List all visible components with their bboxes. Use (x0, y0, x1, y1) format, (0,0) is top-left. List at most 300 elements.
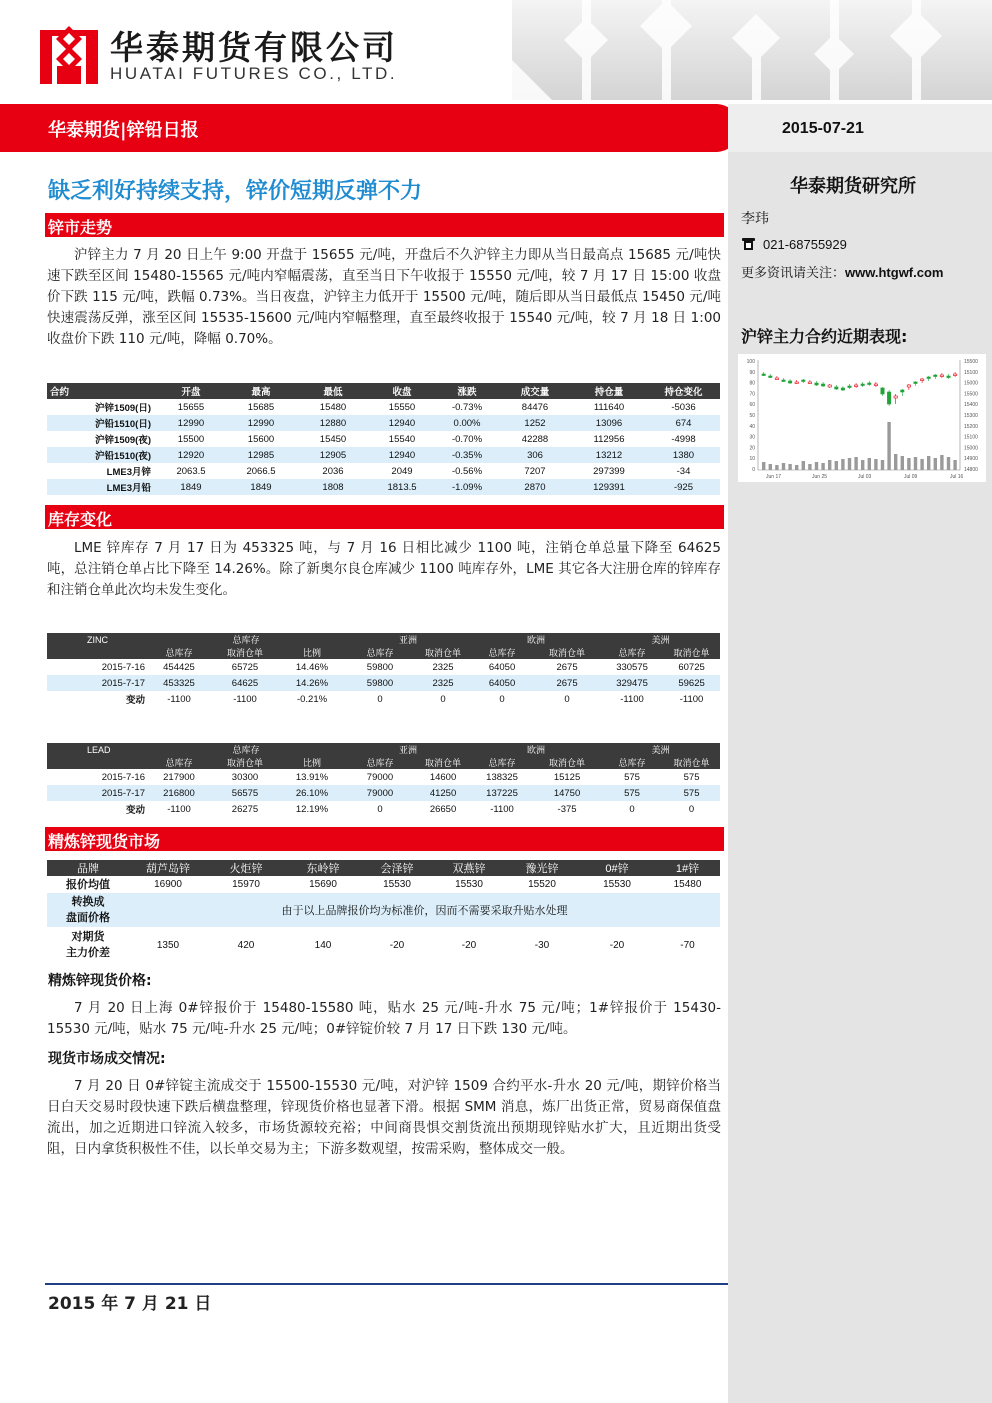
section-bar-inventory (45, 505, 724, 529)
chart-right-tick: 15500 (964, 391, 978, 398)
chart-right-tick: 14900 (964, 456, 978, 463)
chart-right-tick: 15300 (964, 413, 978, 419)
chart-volume-bars (762, 422, 957, 470)
chart-right-tick: 15200 (964, 423, 978, 430)
futures-cell: 111640 (593, 401, 625, 413)
futures-cell: 13096 (571, 415, 647, 431)
lead-subheader-cell: 取消仓单 (415, 756, 471, 769)
chart-volume-bar (775, 465, 778, 470)
section-bar-market (45, 213, 724, 237)
zinc-group-america: 美洲 (601, 633, 720, 646)
chart-candle-body (848, 386, 851, 388)
report-date: 2015-07-21 (782, 120, 864, 137)
lead-cell: 26275 (231, 803, 259, 815)
chart-x-tick: Jul 09 (904, 474, 918, 480)
futures-row (47, 447, 720, 463)
chart-volume-bar (861, 460, 864, 470)
spot-row-convert-label (47, 893, 129, 927)
zinc-subheader-cell: 总库存 (147, 646, 211, 659)
futures-cell: 297399 (593, 465, 625, 477)
chart-volume-bar (927, 456, 930, 470)
spot-header-cell: 1#锌 (655, 860, 720, 876)
sidebar-phone-number: 021-68755929 (763, 237, 847, 252)
zinc-cell: 64050 (471, 675, 533, 691)
chart-candle-body (854, 385, 857, 387)
futures-cell: 12880 (297, 415, 369, 431)
chart-candle-body (808, 382, 811, 384)
lead-row-label: 变动 (125, 805, 145, 816)
chart-left-tick: 50 (749, 413, 755, 419)
lead-inventory-table (47, 743, 720, 817)
zinc-cell: 64050 (488, 661, 516, 673)
spot-spread-label-b: 主力价差 (66, 947, 110, 959)
chart-right-tick: 14800 (964, 467, 978, 473)
chart-x-axis (766, 474, 964, 480)
chart-candles (762, 372, 957, 406)
lead-cell: 575 (663, 785, 720, 801)
chart-candle-body (795, 382, 798, 384)
chart-volume-bar (788, 464, 791, 470)
main-title: 缺乏利好持续支持，锌价短期反弹不力 (48, 179, 423, 204)
chart-left-tick: 80 (749, 380, 755, 387)
zinc-subheader-cell: 总库存 (471, 646, 533, 659)
lead-cell: -1100 (167, 803, 191, 815)
futures-cell: 1813.5 (369, 479, 435, 495)
chart-volume-bar (769, 464, 772, 470)
lead-cell: 26.10% (279, 785, 345, 801)
futures-row (47, 463, 720, 479)
chart-volume-bar (841, 459, 844, 470)
spot-avg-cell: 15530 (603, 879, 631, 890)
spot-row-spread-label (47, 927, 129, 963)
spot-header-cell: 品牌 (47, 860, 129, 876)
futures-cell: -1.09% (435, 479, 499, 495)
futures-table (47, 383, 720, 495)
zinc-cell: -1100 (167, 693, 191, 705)
futures-cell: 12990 (157, 415, 225, 431)
spot-avg-cell: 15690 (309, 879, 337, 890)
chart-volume-bar (920, 459, 923, 470)
futures-header-cell: 持仓量 (571, 383, 647, 399)
spot-spread-cell: 1350 (156, 939, 180, 951)
futures-cell: 12985 (225, 447, 297, 463)
zinc-subheader-cell: 比例 (279, 646, 345, 659)
chart-left-tick: 30 (749, 434, 755, 441)
chart-x-tick: Jun 17 (766, 474, 782, 480)
lead-cell: 14600 (429, 771, 457, 783)
zinc-cell: 59800 (345, 675, 415, 691)
section-title-spot: 精炼锌现货市场 (48, 832, 161, 851)
lead-subheader-cell: 总库存 (601, 756, 663, 769)
zinc-cell: -1100 (620, 693, 644, 705)
spot-header-cell: 豫光锌 (505, 860, 579, 876)
zinc-row-label: 2015-7-17 (47, 675, 147, 691)
zinc-subheader-cell: 总库存 (345, 646, 415, 659)
chart-volume-bar (894, 454, 897, 470)
zinc-cell: 0 (499, 693, 505, 705)
sidebar-chart-title: 沪锌主力合约近期表现: (741, 327, 908, 346)
futures-header-cell: 收盘 (369, 383, 435, 399)
chart-volume-bar (947, 457, 950, 470)
futures-cell: -0.73% (451, 401, 483, 413)
zinc-group-total: 总库存 (147, 633, 345, 646)
zinc-cell: 2675 (556, 661, 578, 673)
spot-header-cell: 会泽锌 (361, 860, 433, 876)
section-title-market: 锌市走势 (48, 218, 113, 237)
futures-header-cell: 最低 (297, 383, 369, 399)
futures-cell: 15450 (319, 433, 347, 445)
zinc-cell: 0 (440, 693, 446, 705)
lead-cell: 12.19% (295, 803, 329, 815)
lead-table-title: LEAD (47, 743, 147, 756)
lead-subheader-cell: 总库存 (471, 756, 533, 769)
telephone-icon (742, 238, 755, 250)
futures-cell: -4998 (671, 433, 696, 445)
lead-cell: 13.91% (295, 771, 329, 783)
futures-cell: 15550 (388, 401, 416, 413)
lead-cell: 216800 (147, 785, 211, 801)
futures-cell: 2063.5 (176, 465, 206, 477)
spot-trade-subhead: 现货市场成交情况: (48, 1051, 166, 1067)
spot-trade-paragraph (47, 1076, 721, 1160)
footer-divider (45, 1283, 728, 1285)
chart-volume-bar (881, 460, 884, 470)
zinc-cell: -1100 (233, 693, 257, 705)
sidebar-org: 华泰期货研究所 (790, 176, 916, 197)
lead-cell: 217900 (163, 771, 195, 783)
zinc-group-asia: 亚洲 (345, 633, 471, 646)
futures-cell: 2049 (391, 465, 413, 477)
chart-right-axis (964, 359, 978, 473)
lead-cell: 575 (601, 785, 663, 801)
futures-cell: -5036 (671, 401, 696, 413)
section-bar-spot (45, 827, 724, 851)
chart-left-tick: 70 (749, 391, 755, 398)
chart-volume-bar (953, 460, 956, 470)
chart-candle-body (914, 382, 917, 384)
lead-subheader-cell: 取消仓单 (533, 756, 601, 769)
spot-table-header (47, 860, 720, 876)
zinc-row-label: 变动 (125, 695, 145, 706)
chart-right-tick: 15000 (964, 445, 978, 452)
futures-cell: 12940 (369, 415, 435, 431)
futures-row (47, 479, 720, 495)
spot-convert-note: 由于以上品牌报价均为标准价，因而不需要采取升贴水处理 (129, 893, 720, 927)
spot-spread-cell: 140 (314, 939, 332, 951)
sidebar-phone (742, 237, 847, 252)
futures-cell: 306 (499, 447, 571, 463)
futures-cell: 2870 (499, 479, 571, 495)
chart-candle-body (868, 383, 871, 385)
spot-header-cell: 东岭锌 (285, 860, 361, 876)
chart-right-tick: 15100 (964, 369, 978, 376)
futures-contract-name: 沪锌1509(夜) (95, 435, 151, 446)
chart-candle-body (874, 384, 877, 386)
chart-candle-body (861, 384, 864, 386)
lead-cell: 26650 (429, 803, 457, 815)
futures-cell: 1849 (225, 479, 297, 495)
spot-avg-cell: 15520 (528, 879, 556, 890)
lead-table-body (47, 769, 720, 817)
lead-cell: 0 (688, 803, 695, 815)
zinc-cell: 0 (377, 693, 383, 705)
spot-trade-text: 7 月 20 日 0#锌锭主流成交于 15500-15530 元/吨，对沪锌 1509 合约平水-升水 20 元/吨，期锌价格当日白天交易时段快速下跌后横盘整理，锌现货价格也显著下滑。根据 SMM 消息，炼厂出货正常，贸易商保值盘流出，加之近期进口锌流入较多，市场货源较充裕；中间商畏惧交割货流出预期现锌贴水扩大，且近期出货受阻，日内拿货积极性不佳，以长单交易为主；下游多数观望，按需采购，整体成交一般。 (47, 1078, 721, 1157)
sidebar-more (741, 262, 943, 281)
spot-avg-cell: 15530 (383, 879, 411, 890)
chart-candle-body (894, 396, 897, 398)
zinc-table-subheader-row (47, 646, 720, 659)
chart-volume-bar (815, 462, 818, 470)
chart-volume-bar (914, 457, 917, 470)
futures-contract-name: 沪铅1510(日) (47, 415, 157, 431)
lead-row (47, 801, 720, 817)
lead-table-subheader-row (47, 756, 720, 769)
zinc-cell: 2675 (533, 675, 601, 691)
spot-spread-cell: -20 (609, 939, 625, 951)
chart-volume-bar (868, 458, 871, 470)
futures-cell: 2036 (322, 465, 344, 477)
lead-row (47, 785, 720, 801)
futures-cell: 1380 (647, 447, 720, 463)
section-title-inventory: 库存变化 (48, 510, 113, 529)
futures-cell: 12920 (157, 447, 225, 463)
sidebar-url-link[interactable]: www.htgwf.com (845, 265, 944, 280)
lead-cell: 575 (624, 771, 640, 783)
lead-group-america: 美洲 (601, 743, 720, 756)
lead-subheader-cell: 取消仓单 (663, 756, 720, 769)
futures-cell: 15540 (388, 433, 416, 445)
chart-candle-body (947, 376, 950, 378)
chart-volume-bar (940, 455, 943, 470)
chart-volume-bar (762, 462, 765, 470)
futures-cell: 15600 (247, 433, 275, 445)
lead-row (47, 769, 720, 785)
lead-subheader-cell: 比例 (279, 756, 345, 769)
chart-left-tick: 10 (749, 456, 755, 463)
spot-price-text: 7 月 20 日上海 0#锌报价于 15480-15580 吨，贴水 25 元/吨-升水 75 元/吨；1#锌报价于 15430-15530 元/吨，贴水 75 元/吨-升水 25 元/吨；0#锌锭价较 7 月 17 日下跌 130 元/吨。 (47, 1000, 721, 1037)
chart-left-axis (747, 359, 756, 473)
chart-candle-body (762, 374, 765, 376)
zinc-row (47, 659, 720, 675)
spot-avg-cell: 15530 (455, 879, 483, 890)
zinc-subheader-cell: 取消仓单 (663, 646, 720, 659)
company-name-cn: 华泰期货有限公司 (110, 28, 398, 67)
spot-row-avg-label: 报价均值 (66, 878, 110, 891)
chart-volume-bar (808, 464, 811, 470)
lead-row-label: 2015-7-17 (47, 785, 147, 801)
chart-candle-body (940, 375, 943, 377)
spot-convert-label-a: 转换成 (71, 896, 105, 908)
spot-spread-cell: -70 (680, 939, 695, 951)
futures-cell: 112956 (593, 433, 625, 445)
spot-header-cell: 双燕锌 (433, 860, 505, 876)
chart-x-tick: Jul 03 (858, 474, 872, 480)
chart-volume-bar (907, 458, 910, 470)
chart-volume-bar (874, 459, 877, 470)
spot-avg-cell: 15970 (232, 879, 260, 890)
chart-candle-body (881, 388, 884, 394)
futures-cell: 1252 (499, 415, 571, 431)
futures-cell: 15500 (177, 433, 205, 445)
lead-cell: 15125 (553, 771, 581, 783)
zinc-cell: 0 (564, 693, 570, 705)
lead-cell: 575 (683, 771, 700, 783)
inventory-text: LME 锌库存 7 月 17 日为 453325 吨，与 7 月 16 日相比减少 1100 吨，注销仓单总量下降至 64625 吨，总注销仓单占比下降至 14.26%。除了新奥尔良仓库减少 1100 吨库存外，LME 其它各大注册仓库的锌库存和注销仓单此次均未发生变化。 (47, 540, 721, 598)
zinc-cell: 14.46% (295, 661, 329, 673)
futures-header-cell: 合约 (47, 383, 157, 399)
futures-header-cell: 成交量 (499, 383, 571, 399)
zinc-row (47, 675, 720, 691)
futures-cell: 2066.5 (246, 465, 276, 477)
lead-cell: 138325 (486, 771, 518, 783)
lead-group-asia: 亚洲 (345, 743, 471, 756)
futures-table-header (47, 383, 720, 399)
chart-volume-bar (782, 463, 785, 470)
zinc-cell: -1100 (679, 693, 704, 705)
chart-right-tick: 15100 (964, 434, 978, 441)
futures-cell: 1808 (297, 479, 369, 495)
lead-subheader-cell: 取消仓单 (211, 756, 279, 769)
spot-header-cell: 火炬锌 (207, 860, 285, 876)
zinc-table-body (47, 659, 720, 707)
sidebar-author: 李玮 (741, 211, 769, 227)
chart-volume-bar (934, 458, 937, 470)
lead-cell: -375 (557, 803, 577, 815)
zinc-cell: 64625 (211, 675, 279, 691)
chart-left-tick: 100 (746, 359, 755, 365)
chart-candle-body (953, 374, 956, 376)
futures-cell: 12940 (369, 447, 435, 463)
spot-spread-cell: -30 (534, 939, 550, 951)
zinc-group-europe: 欧洲 (471, 633, 601, 646)
chart-candle-body (788, 381, 791, 383)
spot-spread-cell: 420 (237, 939, 255, 951)
chart-candle-body (828, 385, 831, 387)
chart-volume-bar (835, 461, 838, 470)
futures-contract-name: LME3月锌 (106, 467, 151, 478)
lead-table-group-row (47, 743, 720, 756)
futures-header-cell: 最高 (225, 383, 297, 399)
chart-right-tick: 15500 (964, 359, 978, 365)
chart-right-tick: 15400 (964, 402, 978, 409)
spot-spread-cell: -20 (389, 939, 405, 951)
futures-row (47, 399, 720, 415)
zinc-cell: 14.26% (279, 675, 345, 691)
lead-cell: 56575 (211, 785, 279, 801)
futures-cell: -34 (676, 465, 691, 477)
zinc-cell: 59800 (366, 661, 394, 673)
lead-cell: 79000 (345, 785, 415, 801)
company-name-en: HUATAI FUTURES CO., LTD. (110, 64, 398, 83)
chart-candle-body (887, 392, 890, 404)
futures-cell: -0.56% (451, 465, 483, 477)
futures-cell: 674 (647, 415, 720, 431)
chart-volume-bar (802, 461, 805, 470)
zinc-cell: 454425 (163, 661, 195, 673)
futures-cell: -925 (647, 479, 720, 495)
zinc-cell: 2325 (432, 661, 454, 673)
lead-group-europe: 欧洲 (471, 743, 601, 756)
chart-left-tick: 90 (749, 369, 755, 376)
chart-left-tick: 0 (752, 467, 755, 473)
page-header (0, 0, 992, 100)
spot-price-subhead: 精炼锌现货价格: (48, 973, 152, 989)
futures-cell: -0.35% (435, 447, 499, 463)
spot-row-avg (47, 876, 720, 893)
chart-left-tick: 40 (749, 423, 755, 430)
zinc-subheader-cell: 取消仓单 (211, 646, 279, 659)
spot-avg-cell: 16900 (154, 879, 182, 890)
lead-group-total: 总库存 (147, 743, 345, 756)
chart-candle-body (934, 375, 937, 377)
chart-candle-body (927, 377, 930, 379)
lead-cell: 30300 (231, 771, 259, 783)
futures-cell: -0.70% (451, 433, 483, 445)
chart-volume-bar (901, 456, 904, 470)
inventory-paragraph (47, 538, 721, 601)
futures-row (47, 415, 720, 431)
chart-candle-body (802, 380, 805, 382)
zinc-cell: 65725 (231, 661, 259, 673)
chart-volume-bar (854, 457, 857, 470)
zinc-table-title: ZINC (47, 633, 147, 646)
chart-x-tick: Jul 16 (950, 474, 964, 480)
zinc-subheader-cell: 总库存 (601, 646, 663, 659)
chart-candle-body (841, 388, 844, 390)
futures-cell: 0.00% (435, 415, 499, 431)
spot-price-table (47, 860, 720, 963)
futures-table-body (47, 399, 720, 495)
chart-right-tick: 15000 (964, 380, 978, 387)
report-title: 华泰期货|锌铅日报 (48, 120, 199, 141)
chart-left-tick: 20 (749, 445, 755, 452)
spot-spread-cell: -20 (461, 939, 477, 951)
lead-subheader-cell: 总库存 (147, 756, 211, 769)
market-paragraph (47, 245, 721, 350)
lead-row-label: 2015-7-16 (101, 771, 145, 783)
lead-cell: 137225 (471, 785, 533, 801)
chart-x-tick: Jun 25 (812, 474, 828, 480)
spot-row-convert (47, 893, 720, 927)
chart-volume-bar (887, 422, 890, 470)
spot-price-paragraph (47, 998, 721, 1040)
spot-row-spread (47, 927, 720, 963)
chart-candle-body (815, 383, 818, 385)
lead-cell: 0 (629, 803, 635, 815)
zinc-cell: 59625 (663, 675, 720, 691)
chart-candle-body (835, 387, 838, 389)
lead-cell: 14750 (533, 785, 601, 801)
footer-date: 2015 年 7 月 21 日 (48, 1294, 212, 1314)
zinc-row-label: 2015-7-16 (101, 661, 145, 673)
spot-convert-label-b: 盘面价格 (66, 912, 110, 924)
futures-cell: 7207 (524, 465, 546, 477)
chart-volume-bar (848, 458, 851, 470)
company-logo-icon (40, 22, 98, 84)
zinc-subheader-cell: 取消仓单 (533, 646, 601, 659)
spot-avg-cell: 15480 (673, 879, 702, 890)
chart-candle-body (920, 379, 923, 381)
futures-cell: 15480 (319, 401, 347, 413)
header-decoration (512, 0, 992, 100)
zinc-subheader-cell: 取消仓单 (415, 646, 471, 659)
lead-cell: 41250 (415, 785, 471, 801)
chart-candle-body (775, 378, 778, 380)
futures-cell: 13212 (571, 447, 647, 463)
spot-spread-label-a: 对期货 (71, 931, 105, 943)
lead-cell: 0 (377, 803, 383, 815)
chart-candle-body (769, 376, 772, 378)
